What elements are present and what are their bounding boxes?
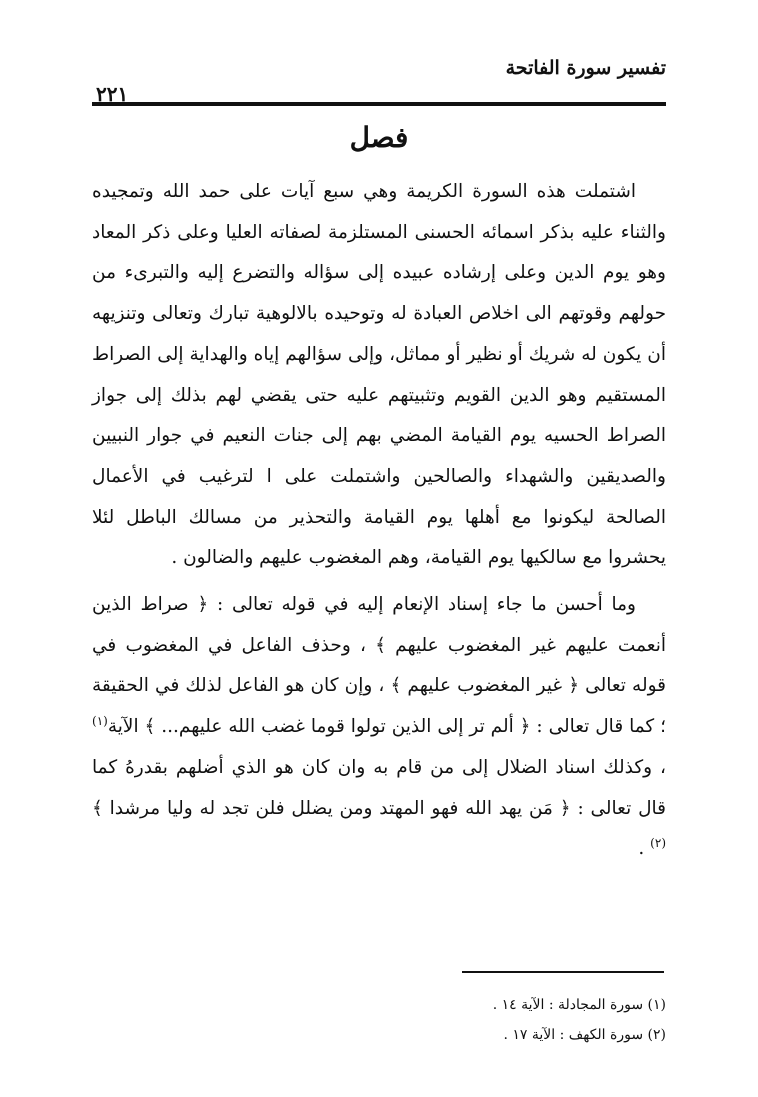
paragraph-2 xyxy=(92,585,666,870)
paragraph-1: اشتملت هذه السورة الكريمة وهي سبع آيات على حمد الله وتمجيده والثناء عليه بذكر اسمائه الحسنى المستلزمة لصفاته العليا وعلى ذكر المعاد وهو يوم الدين وعلى إرشاده عبيده إلى سؤاله والتضرع إليه والتبرىء من حولهم وقوتهم الى اخلاص العبادة له وتوحيده بالالوهية تبارك وتعالى وتنزيهه أن يكون له شريك أو نظير أو مماثل، وإلى سؤالهم إياه والهداية إلى الصراط المستقيم وهو الدين القويم وتثبيتهم عليه حتى يقضي لهم بذلك إلى جواز الصراط الحسيه يوم القيامة المضي بهم إلى جنات النعيم في جوار النبيين والصديقين والشهداء والصالحين واشتملت على ا لترغيب في الأعمال الصالحة ليكونوا مع أهلها يوم القيامة والتحذير من مسالك الباطل لئلا يحشروا مع سالكيها يوم القيامة، وهم المغضوب عليهم والضالون . xyxy=(92,181,666,569)
paragraph-2-part-3: . xyxy=(638,838,651,860)
footnote-ref-1[interactable]: (١) xyxy=(92,713,108,728)
body-text xyxy=(92,172,666,870)
footnote-1: (١) سورة المجادلة : الآية ١٤ . xyxy=(492,997,666,1013)
footnote-ref-2[interactable]: (٢) xyxy=(650,836,666,851)
footnotes xyxy=(92,990,666,1050)
page-number: ٢٢١ xyxy=(96,82,129,106)
running-header: تفسير سورة الفاتحة xyxy=(505,57,666,79)
paragraph-2-part-2: ، وكذلك اسناد الضلال إلى من قام به وان كان هو الذي أضلهم بقدرهُ كما قال تعالى : ﴿ مَن يهد الله فهو المهتد ومن يضلل فلن تجد له وليا مرشدا ﴾ xyxy=(92,756,666,819)
header-rule xyxy=(92,102,666,106)
paragraph-2-part-1: وما أحسن ما جاء إسناد الإنعام إليه في قوله تعالى : ﴿ صراط الذين أنعمت عليهم غير المغضوب عليهم ﴾ ، وحذف الفاعل في المغضوب في قوله تعالى ﴿ غير المغضوب عليهم ﴾ ، وإن كان هو الفاعل لذلك في الحقيقة ؛ كما قال تعالى : ﴿ ألم تر إلى الذين تولوا قوما غضب الله عليهم... ﴾ الآية xyxy=(92,594,666,738)
section-title: فصل xyxy=(349,121,409,154)
footnote-2: (٢) سورة الكهف : الآية ١٧ . xyxy=(503,1027,666,1043)
footnote-rule xyxy=(462,971,664,973)
